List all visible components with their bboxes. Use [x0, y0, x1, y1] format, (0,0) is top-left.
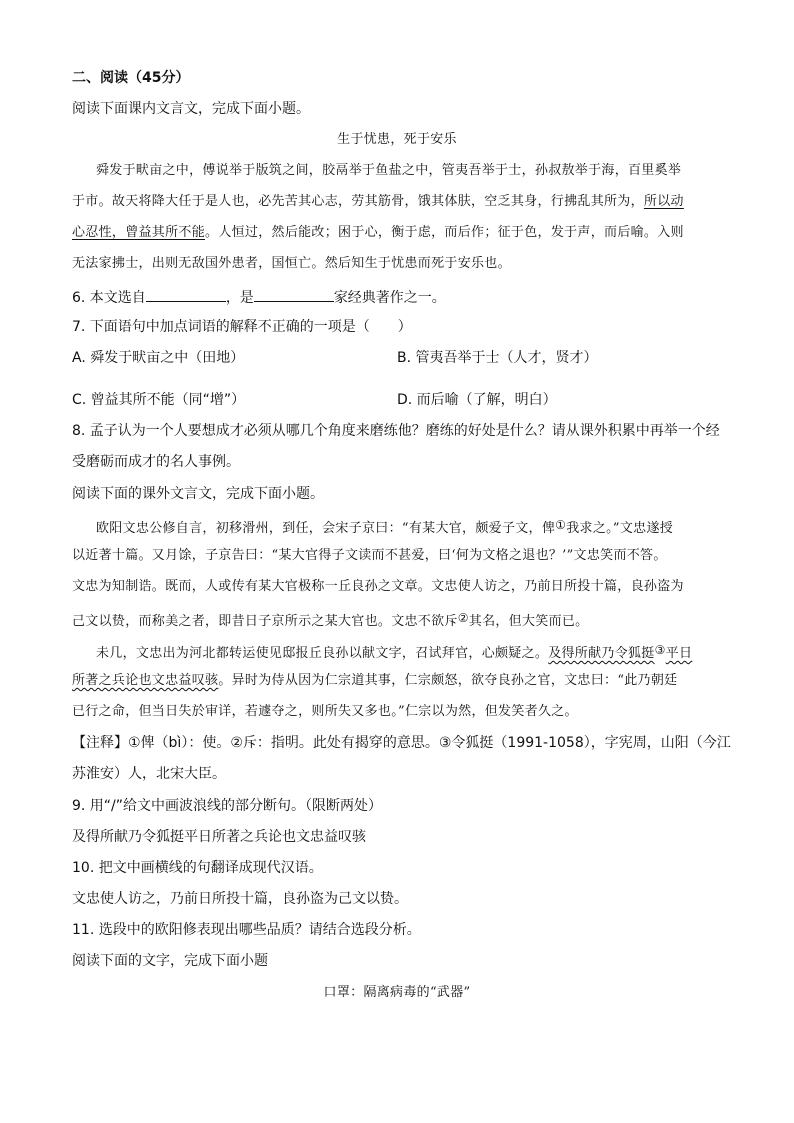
- notes-line-1: 【注释】①俾（bì）：使。②斥：指明。此处有揭穿的意思。③令狐挺（1991-1058），字宪周，山阳（今江: [72, 735, 731, 751]
- wavy-underline-part-3: 所著之兵论也文忠益叹骇: [72, 673, 219, 688]
- passage2-line-4: 己文以贽，而称美之者，即昔日子京所示之某大官也。文忠不欲斥②其名，但大笑而已。: [72, 611, 589, 629]
- passage3-title: 口罩：隔离病毒的“武器”: [323, 985, 471, 1000]
- reading-intro-1: 阅读下面课内文言文，完成下面小题。: [72, 101, 310, 117]
- question-6: 6. 本文选自 ，是 家经典著作之一。: [72, 286, 446, 308]
- passage1-line-3: 心忍性，曾益其所不能。人恒过，然后能改；困于心，衡于虑，而后作；征于色，发于声，而后喻。入则: [72, 225, 684, 240]
- reading-intro-3: 阅读下面的文字，完成下面小题: [72, 953, 268, 969]
- passage1-title: 生于忧患，死于安乐: [337, 132, 457, 147]
- note-marker-2: ②: [457, 611, 469, 625]
- passage2-line-1: 欧阳文忠公修自言，初移滑州，到任，会宋子京曰：“有某大官，颇爱子文，俾①我求之。”文忠遂授: [96, 518, 674, 536]
- question-11-stem: 11. 选段中的欧阳修表现出哪些品质？请结合选段分析。: [72, 922, 421, 938]
- question-8-line-2: 受磨砺而成才的名人事例。: [72, 454, 240, 470]
- reading-intro-2: 阅读下面的课外文言文，完成下面小题。: [72, 486, 324, 502]
- question-9-text: 及得所献乃令狐挺平日所著之兵论也文忠益叹骇: [72, 829, 366, 845]
- note-marker-1: ①: [555, 518, 567, 532]
- passage2-line-6: 所著之兵论也文忠益叹骇。异时为侍从因为仁宗道其事，仁宗颇怒，欲夺良孙之官，文忠曰：“此乃朝廷: [72, 673, 678, 688]
- question-7-option-d[interactable]: D. 而后喻（了解，明白）: [397, 392, 557, 408]
- question-10-text: 文忠使人访之，乃前日所投十篇，良孙盗为己文以贽。: [72, 891, 408, 907]
- passage2-line-2: 以近著十篇。又月馀，子京告曰：“某大官得子文读而不甚爱，曰‘何为文格之退也？’”文忠笑而不答。: [72, 548, 667, 563]
- passage1-line-1: 舜发于畎亩之中，傅说举于版筑之间，胶鬲举于鱼盐之中，管夷吾举于士，孙叔敖举于海，百里奚举: [96, 163, 682, 178]
- question-9-stem: 9. 用“/”给文中画波浪线的部分断句。（限断两处）: [72, 798, 383, 814]
- question-8-line-1: 8. 孟子认为一个人要想成才必须从哪几个角度来磨练他？磨练的好处是什么？请从课外积累中再举一个经: [72, 423, 720, 439]
- passage1-underlined-part-1: 所以动: [643, 194, 684, 209]
- wavy-underline-part-2: 平日: [665, 646, 693, 661]
- answer-blank-1[interactable]: [146, 286, 226, 302]
- passage2-line-7: 已行之命，但当日失於审详，若遽夺之，则所失又多也。”仁宗以为然，但发笑者久之。: [72, 704, 578, 719]
- question-7-stem: 7. 下面语句中加点词语的解释不正确的一项是（ ）: [72, 319, 412, 335]
- wavy-underline-part-1: 及得所献乃令狐挺: [548, 646, 655, 661]
- passage1-line-2: 于市。故天将降大任于是人也，必先苦其心志，劳其筋骨，饿其体肤，空乏其身，行拂乱其所为，所以动: [72, 194, 684, 209]
- answer-blank-2[interactable]: [254, 286, 334, 302]
- question-10-stem: 10. 把文中画横线的句翻译成现代汉语。: [72, 860, 323, 876]
- question-7-option-c[interactable]: C. 曾益其所不能（同“增”）: [72, 392, 246, 408]
- question-7-option-a[interactable]: A. 舜发于畎亩之中（田地）: [72, 350, 245, 366]
- note-marker-3: ③: [654, 643, 666, 657]
- notes-line-2: 苏淮安）人，北宋大臣。: [72, 766, 226, 782]
- passage2-line-3: 文忠为知制诰。既而，人或传有某大官极称一丘良孙之文章。文忠使人访之，乃前日所投十篇，良孙盗为: [72, 579, 684, 594]
- passage1-line-4: 无法家拂士，出则无敌国外患者，国恒亡。然后知生于忧患而死于安乐也。: [72, 256, 511, 271]
- passage2-line-5: 未几，文忠出为河北都转运使见邸报丘良孙以献文字，召试拜官，心颇疑之。及得所献乃令狐挺③平日: [96, 643, 693, 661]
- passage1-underlined-part-2: 心忍性，曾益其所不能: [72, 225, 206, 240]
- question-7-option-b[interactable]: B. 管夷吾举于士（人才，贤才）: [397, 350, 598, 366]
- section-heading: 二、阅读（45分）: [72, 70, 190, 86]
